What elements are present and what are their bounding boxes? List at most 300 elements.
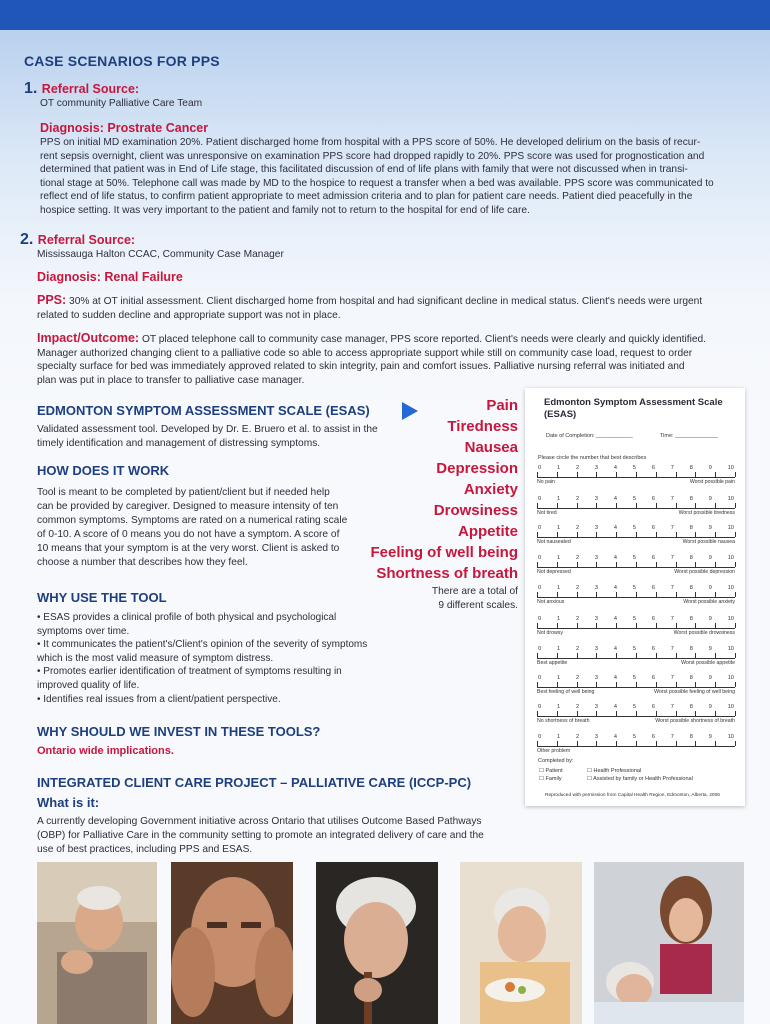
scale-tick xyxy=(577,711,578,716)
scale-number[interactable]: 10 xyxy=(727,616,734,622)
scale-tick xyxy=(715,562,716,567)
scale-number[interactable]: 5 xyxy=(632,704,636,710)
scale-number[interactable]: 6 xyxy=(651,555,655,561)
scale-number[interactable]: 1 xyxy=(556,734,561,740)
case1-number: 1. xyxy=(24,80,38,97)
scale-number[interactable]: 6 xyxy=(651,675,655,681)
scale-number[interactable]: 5 xyxy=(632,525,636,531)
scale-number[interactable]: 5 xyxy=(632,585,636,591)
scale-number[interactable]: 5 xyxy=(632,646,636,652)
why-bullet: • It communicates the patient's/Client's opinion of the severity of symptoms xyxy=(37,639,368,651)
scale-right-label: Worst possible appetite xyxy=(681,660,735,666)
invest-title: WHY SHOULD WE INVEST IN THESE TOOLS? xyxy=(37,724,321,739)
scale-tick xyxy=(577,503,578,508)
photo-smiling-woman-with-meal xyxy=(460,862,582,1024)
scale-number[interactable]: 3 xyxy=(594,496,599,502)
scale-tick xyxy=(715,592,716,597)
esas-line: timely identification and management of distressing symptoms. xyxy=(37,437,321,449)
scale-number[interactable]: 10 xyxy=(727,465,734,471)
scale-number[interactable]: 6 xyxy=(651,616,655,622)
case2-number: 2. xyxy=(20,231,34,248)
scale-number[interactable]: 3 xyxy=(594,525,599,531)
scale-number[interactable]: 1 xyxy=(556,465,561,471)
scale-tick xyxy=(616,682,617,687)
case2-referral-value: Mississauga Halton CCAC, Community Case Manager xyxy=(37,249,284,260)
scale-tick xyxy=(676,562,677,567)
scale-number[interactable]: 0 xyxy=(538,616,542,622)
scale-tick xyxy=(735,623,736,628)
scale-number[interactable]: 0 xyxy=(538,704,542,710)
scale-numbers xyxy=(537,704,735,710)
scale-number[interactable]: 1 xyxy=(556,704,561,710)
scale-number[interactable]: 6 xyxy=(651,525,655,531)
scale-number[interactable]: 8 xyxy=(689,734,693,740)
scale-tick xyxy=(636,682,637,687)
scale-numbers xyxy=(537,646,735,652)
scale-tick xyxy=(715,711,716,716)
scale-tick xyxy=(656,592,657,597)
scale-line xyxy=(537,472,735,478)
case2-pps-line: 30% at OT initial assessment. Client discharged home from hospital and had significant decline in medical status. Client's needs were urgent xyxy=(69,296,703,307)
scale-tick xyxy=(656,562,657,567)
scale-number[interactable]: 7 xyxy=(670,496,674,502)
case1-diagnosis: Diagnosis: Prostrate Cancer xyxy=(40,121,209,135)
scale-number[interactable]: 8 xyxy=(689,704,693,710)
scale-tick xyxy=(557,532,558,537)
scale-left-label: Best feeling of well being xyxy=(537,689,595,695)
scale-number[interactable]: 3 xyxy=(594,734,599,740)
case1-line: hospice setting. It was very important to the patient and family not to return to the hospital for end of life care. xyxy=(40,204,530,216)
scale-tick xyxy=(715,623,716,628)
case1-line: rent sepsis overnight, client was unresponsive on examination PPS score had dropped rapidly to 20%. PPS score was used for prognostication and xyxy=(40,150,705,162)
scale-number[interactable]: 10 xyxy=(727,525,734,531)
scale-labels xyxy=(537,689,735,695)
symptom-item: Shortness of breath xyxy=(376,565,518,582)
scale-number[interactable]: 10 xyxy=(727,704,734,710)
scale-right-label: Worst possible anxiety xyxy=(683,599,735,605)
scale-number[interactable]: 7 xyxy=(670,675,674,681)
option-health-professional[interactable]: ☐ Health Professional xyxy=(587,768,642,774)
scale-number[interactable]: 2 xyxy=(575,465,580,471)
scale-tick xyxy=(715,741,716,746)
scale-number[interactable]: 0 xyxy=(538,465,542,471)
scale-number[interactable]: 1 xyxy=(556,646,561,652)
scale-number[interactable]: 9 xyxy=(708,585,712,591)
scale-tick xyxy=(616,472,617,477)
scale-tick xyxy=(596,653,597,658)
scale-tick xyxy=(676,711,677,716)
scale-number[interactable]: 4 xyxy=(613,704,617,710)
scale-right-label: Worst possible feeling of well being xyxy=(654,689,735,695)
how-body xyxy=(37,486,347,570)
scale-tick xyxy=(596,682,597,687)
scale-tick xyxy=(557,562,558,567)
scale-tick xyxy=(596,472,597,477)
scale-number[interactable]: 3 xyxy=(594,616,599,622)
why-bullet: • Identifies real issues from a client/patient perspective. xyxy=(37,693,281,705)
scale-number[interactable]: 7 xyxy=(670,525,674,531)
scale-number[interactable]: 5 xyxy=(632,675,636,681)
option-assisted[interactable]: ☐ Assisted by family or Health Professional xyxy=(587,776,693,782)
scale-tick xyxy=(676,503,677,508)
option-label: Health Professional xyxy=(593,768,642,774)
scale-number[interactable]: 8 xyxy=(689,675,693,681)
scale-tick xyxy=(735,592,736,597)
scale-tick xyxy=(656,741,657,746)
scale-tick xyxy=(715,472,716,477)
scale-number[interactable]: 4 xyxy=(613,585,617,591)
scale-tick xyxy=(596,711,597,716)
scale-number[interactable]: 6 xyxy=(651,734,655,740)
scale-number[interactable]: 9 xyxy=(708,496,712,502)
scale-number[interactable]: 5 xyxy=(632,496,636,502)
scale-number[interactable]: 4 xyxy=(613,616,617,622)
scale-number[interactable]: 7 xyxy=(670,646,674,652)
scale-number[interactable]: 9 xyxy=(708,675,712,681)
scale-number[interactable]: 8 xyxy=(689,555,693,561)
scale-line xyxy=(537,562,735,568)
scale-tick xyxy=(537,682,538,687)
esas-scale-row[interactable] xyxy=(537,646,735,672)
scale-number[interactable]: 3 xyxy=(594,646,599,652)
scale-tick xyxy=(636,741,637,746)
scale-number[interactable]: 2 xyxy=(575,675,580,681)
scale-right-label: Worst possible drowsiness xyxy=(673,630,735,636)
case2-pps-line: related to sudden decline and appropriate support was not in place. xyxy=(37,309,341,321)
scale-number[interactable]: 10 xyxy=(727,555,734,561)
scale-number[interactable]: 4 xyxy=(613,525,617,531)
case2-impact-line: specialty surface for bed was immediately approved related to skin integrity, pain and comfort issues. Palliative nursing referral was initiated and xyxy=(37,361,685,373)
scale-number[interactable]: 4 xyxy=(613,734,617,740)
esas-scale-row[interactable] xyxy=(537,704,735,730)
scale-tick xyxy=(596,562,597,567)
scale-tick xyxy=(537,711,538,716)
scale-number[interactable]: 10 xyxy=(727,734,734,740)
scale-tick xyxy=(695,592,696,597)
case2-impact xyxy=(37,332,752,387)
scale-number[interactable]: 8 xyxy=(689,616,693,622)
scale-tick xyxy=(735,682,736,687)
case1-body xyxy=(40,136,752,218)
scale-tick xyxy=(596,592,597,597)
scale-number[interactable]: 8 xyxy=(689,525,693,531)
scale-number[interactable]: 10 xyxy=(727,675,734,681)
esas-scale-row[interactable] xyxy=(537,675,735,701)
scale-number[interactable]: 6 xyxy=(651,465,655,471)
scale-labels xyxy=(537,569,735,575)
scale-number[interactable]: 2 xyxy=(575,704,580,710)
case2-impact-line: plan was put in place to transfer to palliative case manager. xyxy=(37,374,305,386)
scale-number[interactable]: 8 xyxy=(689,465,693,471)
scale-number[interactable]: 4 xyxy=(613,496,617,502)
case2-impact-label: Impact/Outcome: xyxy=(37,331,140,345)
scale-number[interactable]: 1 xyxy=(556,525,561,531)
why-bullet: improved quality of life. xyxy=(37,679,140,691)
photo-elderly-woman-with-cane xyxy=(316,862,438,1024)
scale-numbers xyxy=(537,465,735,471)
esas-scale-row[interactable] xyxy=(537,525,735,551)
case1-line: tional stage at 50%. Telephone call was made by MD to the hospice to request a transfer when a bed was available. PPS score was communicated to xyxy=(40,177,714,189)
scale-numbers xyxy=(537,734,735,740)
scale-right-label: Worst possible depression xyxy=(674,569,735,575)
esas-title: EDMONTON SYMPTOM ASSESSMENT SCALE (ESAS) xyxy=(37,403,370,418)
scale-tick xyxy=(616,532,617,537)
scale-number[interactable]: 7 xyxy=(670,555,674,561)
case1-line: reflect end of life status, to confirm patient appropriate to meet admission criteria and to plan for patient care needs. Patient died peacefully in the xyxy=(40,191,693,203)
scale-tick xyxy=(676,592,677,597)
case2-referral-label: Referral Source: xyxy=(37,233,136,247)
scale-tick xyxy=(695,623,696,628)
page-title: CASE SCENARIOS FOR PPS xyxy=(24,53,220,69)
scale-number[interactable]: 1 xyxy=(556,496,561,502)
how-line: of 0-10. A score of 0 means you do not have a symptom. A score of xyxy=(37,529,340,540)
scale-number[interactable]: 4 xyxy=(613,646,617,652)
scale-number[interactable]: 5 xyxy=(632,465,636,471)
date-of-completion-field[interactable]: Date of Completion: ____________ xyxy=(546,433,633,439)
total-note-line: There are a total of xyxy=(431,586,518,597)
scale-tick xyxy=(636,653,637,658)
scale-line xyxy=(537,711,735,717)
scale-number[interactable]: 0 xyxy=(538,646,542,652)
scale-number[interactable]: 6 xyxy=(651,704,655,710)
scale-numbers xyxy=(537,496,735,502)
scale-number[interactable]: 7 xyxy=(670,616,674,622)
esas-line: Validated assessment tool. Developed by Dr. E. Bruero et al. to assist in the xyxy=(37,424,378,435)
scale-line xyxy=(537,503,735,509)
iccp-line: A currently developing Government initiative across Ontario that utilises Outcome Based Pathways xyxy=(37,816,482,827)
time-field[interactable]: Time: ______________ xyxy=(660,433,718,439)
scale-number[interactable]: 7 xyxy=(670,704,674,710)
scale-number[interactable]: 2 xyxy=(575,555,580,561)
how-line: can be provided by caregiver. Designed to measure intensity of ten xyxy=(37,501,339,512)
scale-line xyxy=(537,741,735,747)
scale-tick xyxy=(557,472,558,477)
symptom-item: Tiredness xyxy=(447,418,518,435)
case1-heading xyxy=(24,80,139,98)
scale-number[interactable]: 9 xyxy=(708,525,712,531)
scale-number[interactable]: 9 xyxy=(708,616,712,622)
scale-numbers xyxy=(537,555,735,561)
option-label: Assisted by family or Health Professional xyxy=(593,776,693,782)
scale-tick xyxy=(636,503,637,508)
scale-tick xyxy=(695,682,696,687)
scale-line xyxy=(537,653,735,659)
scale-tick xyxy=(676,682,677,687)
scale-number[interactable]: 9 xyxy=(708,555,712,561)
scale-left-label: No shortness of breath xyxy=(537,718,590,724)
scale-number[interactable]: 6 xyxy=(651,585,655,591)
scale-tick xyxy=(577,623,578,628)
symptom-item: Anxiety xyxy=(463,481,518,498)
scale-numbers xyxy=(537,675,735,681)
scale-number[interactable]: 0 xyxy=(538,734,542,740)
scale-number[interactable]: 4 xyxy=(613,675,617,681)
scale-number[interactable]: 7 xyxy=(670,465,674,471)
esas-scale-row[interactable] xyxy=(537,465,735,491)
scale-tick xyxy=(577,592,578,597)
option-family[interactable]: ☐ Family xyxy=(539,776,562,782)
scale-number[interactable]: 4 xyxy=(613,555,617,561)
esas-form-title-line: (ESAS) xyxy=(544,409,577,420)
esas-form-title-line: Edmonton Symptom Assessment Scale xyxy=(544,397,723,408)
scale-tick xyxy=(577,682,578,687)
scale-number[interactable]: 0 xyxy=(538,496,542,502)
scale-number[interactable]: 10 xyxy=(727,646,734,652)
scale-number[interactable]: 2 xyxy=(575,525,580,531)
scale-left-label: Not tired xyxy=(537,510,557,516)
scale-number[interactable]: 6 xyxy=(651,496,655,502)
iccp-line: use of best practices, including PPS and ESAS. xyxy=(37,844,253,855)
option-label: Family xyxy=(545,776,562,782)
scale-number[interactable]: 2 xyxy=(575,585,580,591)
scale-tick xyxy=(656,653,657,658)
scale-number[interactable]: 3 xyxy=(594,555,599,561)
scale-number[interactable]: 4 xyxy=(613,465,617,471)
symptom-item: Appetite xyxy=(458,523,518,540)
esas-scale-row[interactable] xyxy=(537,616,735,642)
scale-tick xyxy=(656,682,657,687)
scale-number[interactable]: 0 xyxy=(538,675,542,681)
how-title: HOW DOES IT WORK xyxy=(37,463,170,478)
scale-number[interactable]: 8 xyxy=(689,646,693,652)
why-bullets xyxy=(37,611,377,706)
scale-labels xyxy=(537,479,735,485)
how-line: Tool is meant to be completed by patient/client but if needed help xyxy=(37,487,330,498)
scale-number[interactable]: 3 xyxy=(594,465,599,471)
scale-number[interactable]: 7 xyxy=(670,734,674,740)
scale-number[interactable]: 5 xyxy=(632,734,636,740)
why-bullet: • ESAS provides a clinical profile of both physical and psychological xyxy=(37,612,337,623)
scale-tick xyxy=(715,503,716,508)
scale-tick xyxy=(636,472,637,477)
scale-tick xyxy=(616,711,617,716)
scale-number[interactable]: 1 xyxy=(556,675,561,681)
scale-number[interactable]: 2 xyxy=(575,734,580,740)
scale-labels xyxy=(537,599,735,605)
scale-tick xyxy=(676,472,677,477)
scale-number[interactable]: 0 xyxy=(538,585,542,591)
scale-tick xyxy=(735,562,736,567)
scale-number[interactable]: 0 xyxy=(538,555,542,561)
scale-number[interactable]: 2 xyxy=(575,616,580,622)
scale-tick xyxy=(577,562,578,567)
scale-tick xyxy=(636,623,637,628)
case2-impact-line: OT placed telephone call to community case manager, PPS score reported. Client's needs were clearly and quickly identified. xyxy=(141,334,707,345)
scale-number[interactable]: 0 xyxy=(538,525,542,531)
scale-number[interactable]: 5 xyxy=(632,555,636,561)
scale-right-label: Worst possible tiredness xyxy=(678,510,735,516)
scale-tick xyxy=(537,562,538,567)
symptom-item: Feeling of well being xyxy=(370,544,518,561)
scale-tick xyxy=(715,532,716,537)
scale-tick xyxy=(616,562,617,567)
scale-left-label: No pain xyxy=(537,479,555,485)
scale-tick xyxy=(577,741,578,746)
scale-number[interactable]: 1 xyxy=(556,585,561,591)
scale-left-label: Other problem xyxy=(537,748,571,754)
scale-line xyxy=(537,623,735,629)
case1-referral-label: Referral Source: xyxy=(41,82,140,96)
scale-tick xyxy=(537,741,538,746)
scale-number[interactable]: 9 xyxy=(708,646,712,652)
case1-line: determined that patient was in End of Life stage, this facilitated discussion of end of life plans with family that were not discussed when in transi- xyxy=(40,164,688,176)
scale-left-label: Best appetite xyxy=(537,660,568,666)
scale-number[interactable]: 6 xyxy=(651,646,655,652)
scale-line xyxy=(537,532,735,538)
option-patient[interactable]: ☐ Patient xyxy=(539,768,563,774)
scale-number[interactable]: 3 xyxy=(594,675,599,681)
scale-tick xyxy=(557,682,558,687)
iccp-body xyxy=(37,815,484,857)
scale-left-label: Not depressed xyxy=(537,569,571,575)
scale-tick xyxy=(656,503,657,508)
scale-line xyxy=(537,682,735,688)
symptom-item: Depression xyxy=(436,460,518,477)
scale-number[interactable]: 10 xyxy=(727,496,734,502)
scale-labels xyxy=(537,539,735,545)
scale-number[interactable]: 9 xyxy=(708,465,712,471)
form-instruction: Please circle the number that best describes xyxy=(538,455,647,461)
scale-tick xyxy=(676,741,677,746)
iccp-title: INTEGRATED CLIENT CARE PROJECT – PALLIATIVE CARE (ICCP-PC) xyxy=(37,775,472,790)
scale-number[interactable]: 2 xyxy=(575,496,580,502)
photo-man-head-in-hands xyxy=(171,862,293,1024)
completed-by-label: Completed by: xyxy=(538,758,574,764)
scale-number[interactable]: 8 xyxy=(689,496,693,502)
scale-number[interactable]: 8 xyxy=(689,585,693,591)
scale-number[interactable]: 3 xyxy=(594,704,599,710)
scale-number[interactable]: 9 xyxy=(708,704,712,710)
scale-labels xyxy=(537,748,735,754)
esas-body xyxy=(37,423,378,450)
esas-scale-row[interactable] xyxy=(537,555,735,581)
scale-tick xyxy=(676,623,677,628)
total-note xyxy=(432,585,518,612)
scale-tick xyxy=(537,532,538,537)
scale-number[interactable]: 9 xyxy=(708,734,712,740)
scale-labels xyxy=(537,630,735,636)
scale-tick xyxy=(715,682,716,687)
scale-number[interactable]: 5 xyxy=(632,616,636,622)
esas-scale-row[interactable] xyxy=(537,734,735,760)
scale-number[interactable]: 2 xyxy=(575,646,580,652)
scale-tick xyxy=(636,592,637,597)
scale-tick xyxy=(616,623,617,628)
esas-form-title xyxy=(544,397,723,421)
scale-left-label: Not anxious xyxy=(537,599,565,605)
esas-scale-row[interactable] xyxy=(537,496,735,522)
scale-tick xyxy=(656,711,657,716)
scale-tick xyxy=(636,711,637,716)
scale-number[interactable]: 7 xyxy=(670,585,674,591)
scale-number[interactable]: 3 xyxy=(594,585,599,591)
scale-number[interactable]: 1 xyxy=(556,616,561,622)
scale-right-label: Worst possible shortness of breath xyxy=(655,718,735,724)
scale-tick xyxy=(735,472,736,477)
case2-heading xyxy=(20,231,135,249)
scale-number[interactable]: 10 xyxy=(727,585,734,591)
photo-caregiver-with-patient xyxy=(594,862,744,1024)
scale-tick xyxy=(636,562,637,567)
scale-tick xyxy=(735,653,736,658)
scale-tick xyxy=(577,472,578,477)
scale-tick xyxy=(695,741,696,746)
esas-scale-row[interactable] xyxy=(537,585,735,611)
scale-tick xyxy=(695,653,696,658)
how-line: choose a number that describes how they feel. xyxy=(37,557,248,568)
scale-tick xyxy=(537,503,538,508)
scale-number[interactable]: 1 xyxy=(556,555,561,561)
